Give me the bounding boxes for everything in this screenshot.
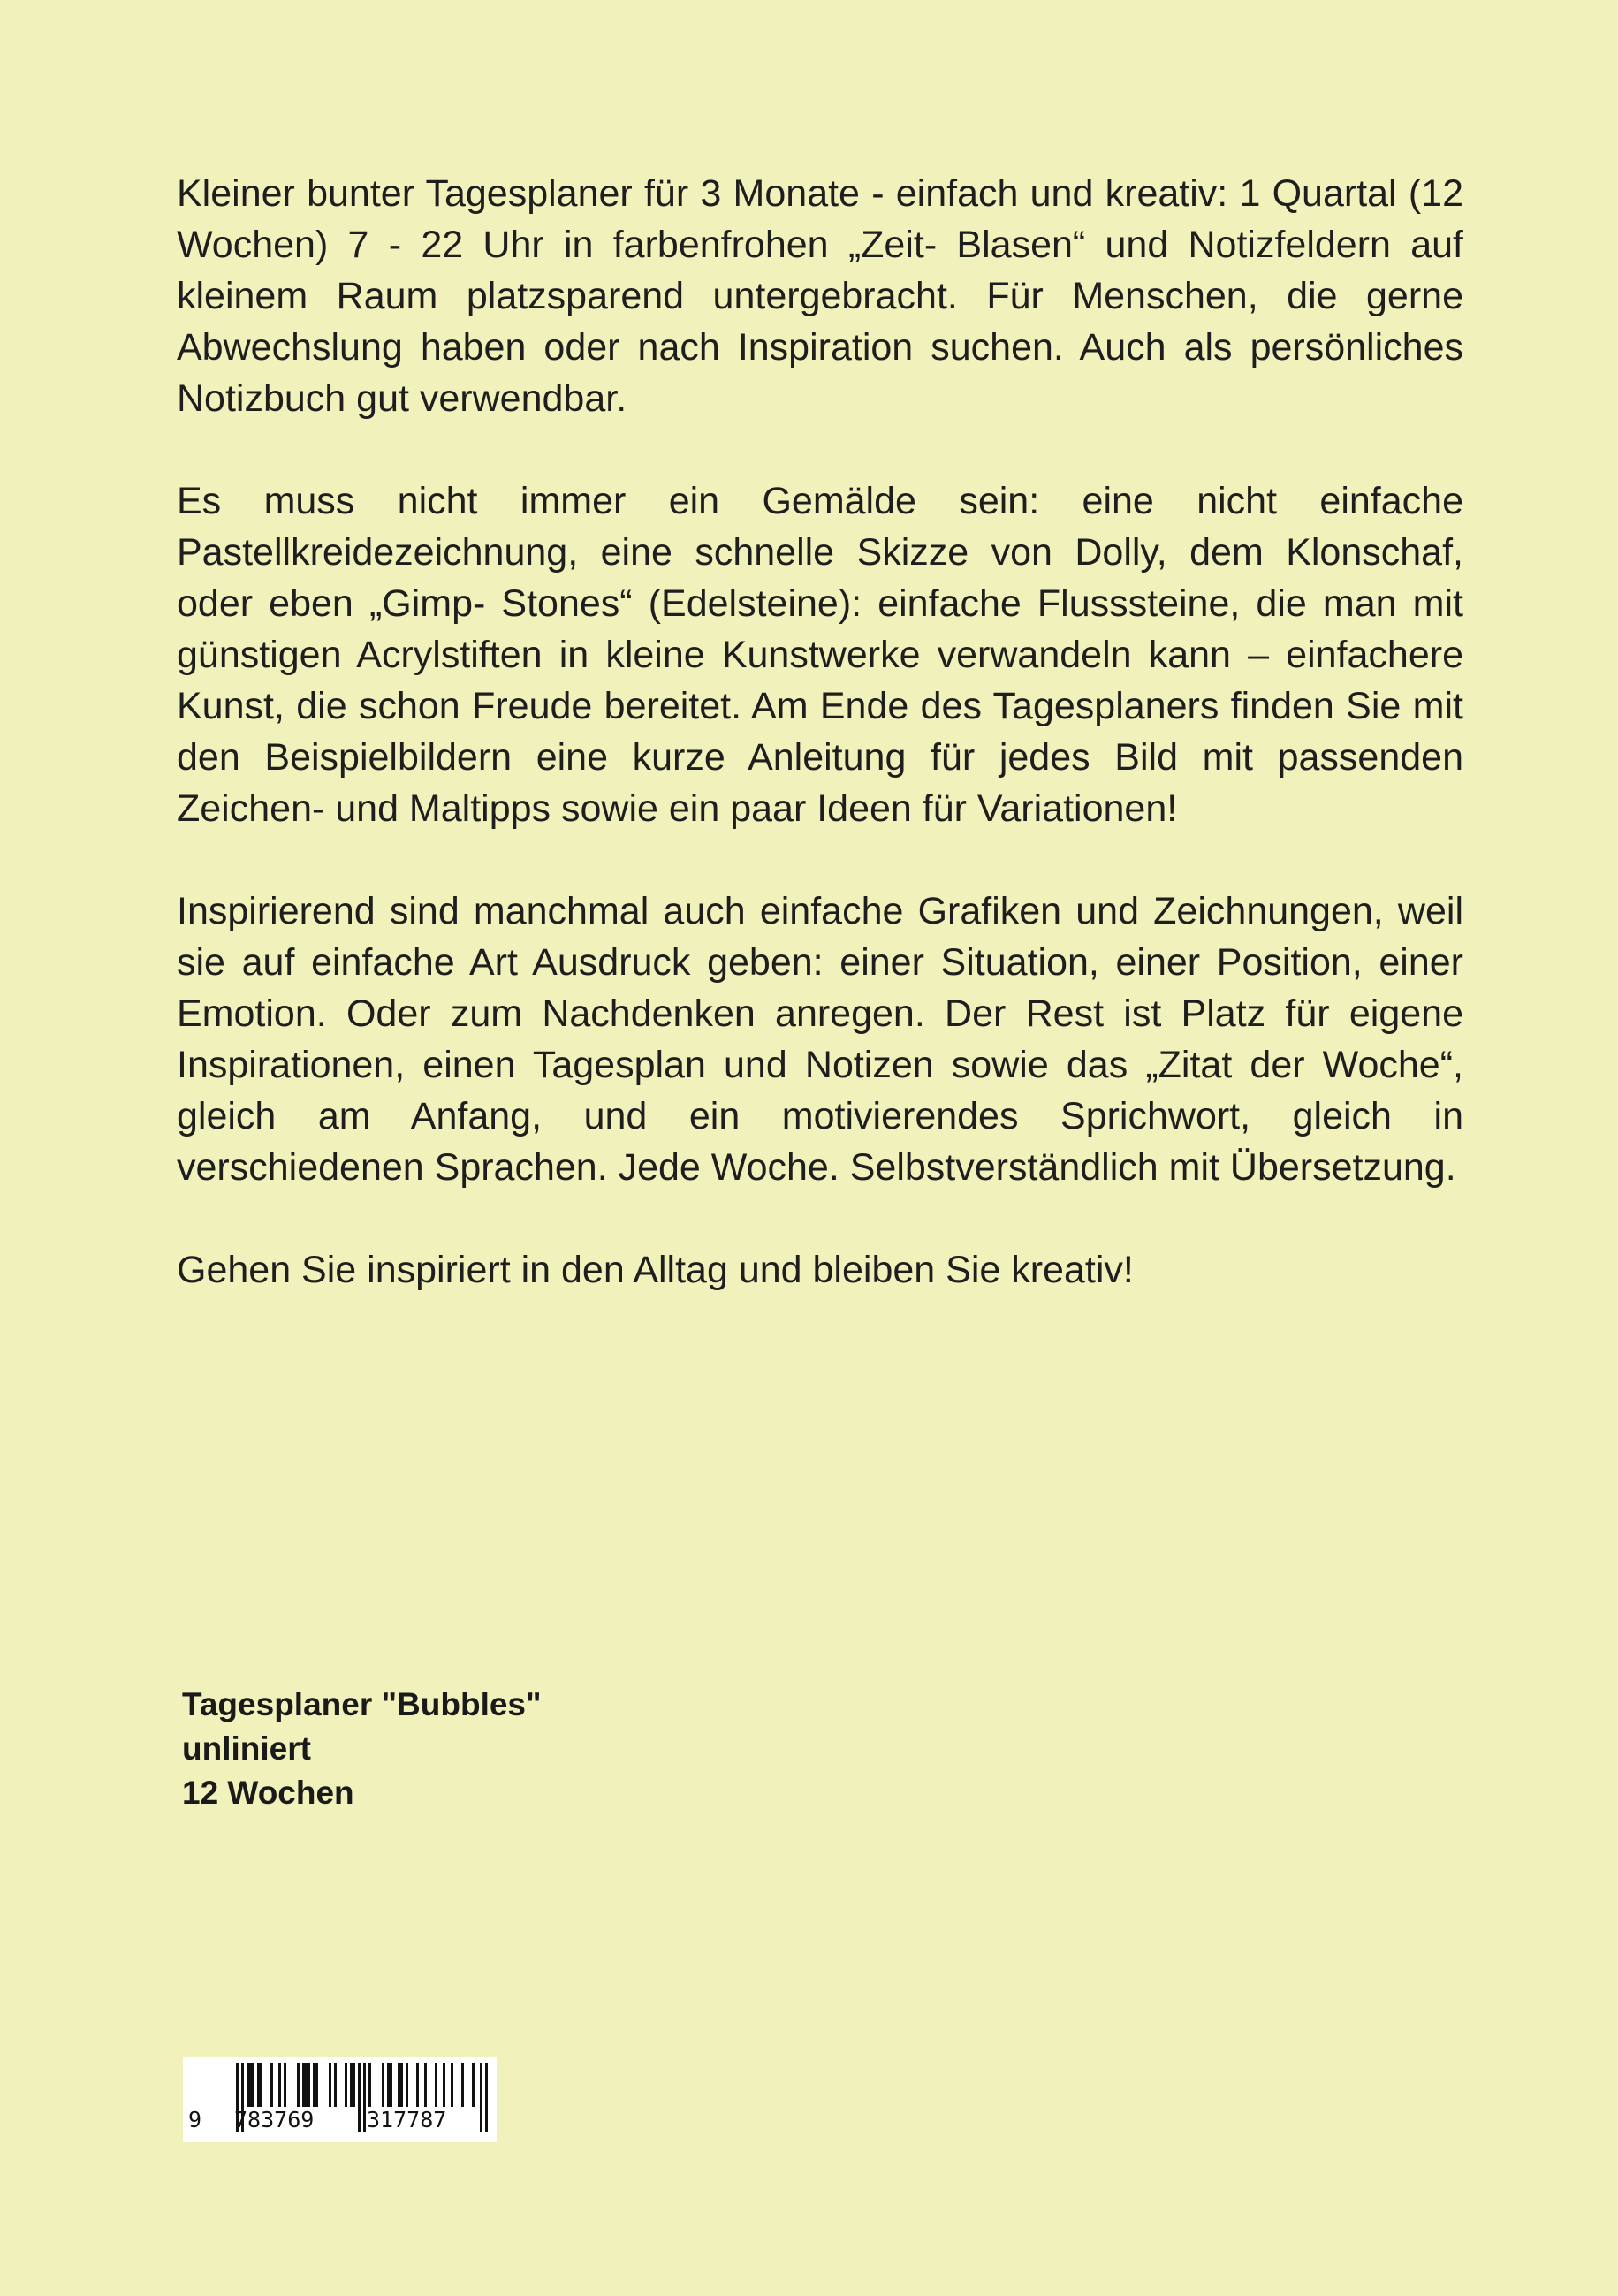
barcode-bar: [284, 2063, 286, 2107]
barcode-bar: [252, 2063, 254, 2107]
product-variant: unliniert: [182, 1730, 311, 1767]
barcode-bar: [308, 2063, 310, 2107]
barcode-bar: [270, 2063, 273, 2107]
barcode-bar: [400, 2063, 403, 2107]
barcode-guard-bar: [358, 2063, 361, 2132]
barcode-bar: [368, 2063, 371, 2107]
barcode-bar: [260, 2063, 262, 2107]
barcode-bar: [247, 2063, 249, 2107]
description-paragraph-3: Inspirierend sind manchmal auch einfache Grafiken und Zeichnungen, weil sie auf einfache Art Ausdruck geben: einer Situation, einer Position, einer Emotion. Oder zum Nachdenken anregen. Der Rest ist Platz für eigene Inspirationen, einen Tagesplan und Notizen sowie das „Zitat der Woche“, gleich am Anfang, und ein motivierendes Sprichwort, gleich in verschiedenen Sprachen. Jede Woche. Selbstverständlich mit Übersetzung.: [177, 890, 1463, 1189]
description-paragraph-1: Kleiner bunter Tagesplaner für 3 Monate - einfach und kreativ: 1 Quartal (12 Wochen) 7 - 22 Uhr in farbenfrohen „Zeit- Blasen“ und Notizfeldern auf kleinem Raum platzsparend untergebracht. Für Menschen, die gerne Abwechslung haben oder nach Inspiration suchen. Auch als persönliches Notizbuch gut verwendbar.: [177, 172, 1463, 420]
barcode-bar: [257, 2063, 260, 2107]
barcode-bar: [278, 2063, 281, 2107]
barcode-bar: [472, 2063, 475, 2107]
barcode-bar: [249, 2063, 252, 2107]
description-paragraph-2: Es muss nicht immer ein Gemälde sein: eine nicht einfache Pastellkreidezeichnung, eine schnelle Skizze von Dolly, dem Klonschaf, oder eben „Gimp- Stones“ (Edelsteine): einfache Flusssteine, die man mit günstigen Acrylstiften in kleine Kunstwerke verwandeln kann – einfachere Kunst, die schon Freude bereitet. Am Ende des Tagesplaners finden Sie mit den Beispielbildern eine kurze Anleitung für jedes Bild mit passenden Zeichen- und Maltipps sowie ein paar Ideen für Variationen!: [177, 480, 1463, 830]
barcode-bar: [297, 2063, 300, 2107]
barcode-bar: [424, 2063, 427, 2107]
barcode-bar: [329, 2063, 331, 2107]
barcode-bar: [334, 2063, 337, 2107]
back-cover-description: [177, 168, 1463, 1347]
barcode-bar: [305, 2063, 308, 2107]
barcode-bar: [406, 2063, 408, 2107]
barcode-guard-bar: [485, 2063, 488, 2132]
barcode-bar: [451, 2063, 453, 2107]
barcode-bar: [345, 2063, 347, 2107]
barcode-bar: [382, 2063, 384, 2107]
closing-sentence: Gehen Sie inspiriert in den Alltag und bleiben Sie kreativ!: [177, 1249, 1134, 1291]
barcode-guard-bar: [480, 2063, 482, 2132]
barcode-bar: [350, 2063, 353, 2107]
barcode-bar: [302, 2063, 305, 2107]
product-title: Tagesplaner "Bubbles": [182, 1686, 542, 1722]
isbn-barcode: [183, 2057, 497, 2142]
barcode-bar: [353, 2063, 355, 2107]
barcode-bar: [387, 2063, 390, 2107]
barcode-bar: [461, 2063, 464, 2107]
barcode-bar: [390, 2063, 392, 2107]
barcode-bar: [398, 2063, 400, 2107]
barcode-bar: [416, 2063, 419, 2107]
product-info-block: [182, 1683, 542, 1815]
barcode-bar: [313, 2063, 315, 2107]
barcode-bar: [435, 2063, 437, 2107]
barcode-right-digits: 317787: [367, 2107, 447, 2133]
barcode-bar: [315, 2063, 318, 2107]
barcode-bar: [443, 2063, 445, 2107]
product-duration: 12 Wochen: [182, 1775, 354, 1811]
barcode-first-digit: 9: [188, 2107, 202, 2133]
barcode-guard-bar: [363, 2063, 366, 2132]
barcode-left-digits: 783769: [234, 2107, 315, 2133]
barcode-bars: [183, 2057, 497, 2142]
